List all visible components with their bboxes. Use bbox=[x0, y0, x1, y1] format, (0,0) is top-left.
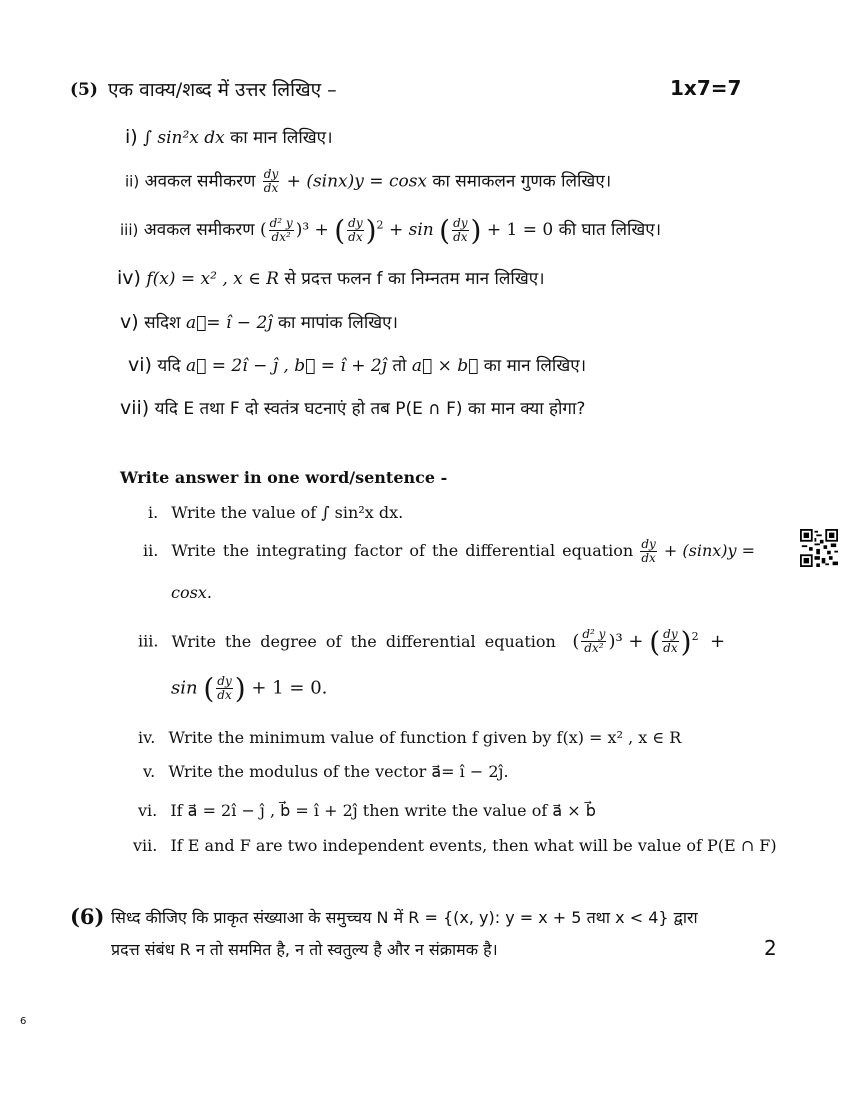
math-expression: a⃗ = 2î − ĵ , b⃗ = î + 2ĵ bbox=[186, 356, 387, 376]
hindi-item-vii bbox=[120, 396, 585, 419]
page-number: 6 bbox=[20, 1016, 27, 1027]
marks-label: 2 bbox=[764, 936, 777, 960]
item-number: ii. bbox=[143, 541, 159, 560]
item-number: iii. bbox=[138, 631, 159, 651]
question-6-line-2: प्रदत्त संबंध R न तो सममित है, न तो स्वतुल्य है और न संक्रामक है। bbox=[111, 940, 498, 959]
math-expression: ( $\frac{\text{d² y}}{\text{dx²}}$ )³ + ( $\frac{dy}{dx}$ )$^2$ + sin ( $\frac{dy}{dx}$ ) + 1 = 0 bbox=[259, 214, 554, 247]
item-number: v. bbox=[143, 762, 156, 781]
item-number: v) bbox=[120, 311, 139, 333]
question-number: (6) bbox=[70, 904, 105, 929]
math-tail: + 1 = 0. bbox=[251, 677, 328, 699]
fraction-dy-dx: $\frac{dy}{dx}$ bbox=[641, 537, 656, 565]
math-expression: f(x) = x² , x ∈ R bbox=[146, 269, 279, 289]
item-mid: तो bbox=[392, 356, 407, 376]
question-title: एक वाक्य/शब्द में उत्तर लिखिए – bbox=[108, 79, 337, 101]
qr-code-image bbox=[800, 528, 838, 568]
item-number: iv) bbox=[117, 267, 141, 289]
math-expression: + (sinx)y = bbox=[663, 541, 756, 560]
item-text: का मापांक लिखिए। bbox=[277, 313, 398, 333]
hindi-item-ii bbox=[125, 168, 611, 195]
english-item-ii-cont: cosx. bbox=[171, 583, 212, 602]
item-number: vi) bbox=[128, 354, 152, 376]
hindi-item-vi bbox=[128, 353, 586, 376]
item-text: If a⃗ = 2î − ĵ , b⃗ = î + 2ĵ then write the value of a⃗ × b⃗ bbox=[170, 801, 596, 820]
item-number: vii. bbox=[133, 836, 158, 855]
item-text: If E and F are two independent events, then what will be value of P(E ∩ F) bbox=[170, 836, 777, 855]
hindi-item-v bbox=[120, 310, 398, 333]
item-number: iv. bbox=[138, 728, 156, 747]
item-text: Write the degree of the differential equation bbox=[171, 631, 556, 651]
english-item-ii bbox=[143, 538, 755, 565]
fraction-dy-dx: $\frac{dy}{dx}$ bbox=[263, 167, 279, 195]
question-number: (5) bbox=[70, 80, 98, 100]
english-item-iv bbox=[138, 728, 681, 747]
math-expression: + (sinx)y = cosx bbox=[286, 171, 428, 192]
item-lead: अवकल समीकरण bbox=[144, 171, 256, 192]
english-item-vii bbox=[133, 836, 777, 855]
math-expression: ( $\frac{\text{d² y}}{\text{dx²}}$ )³ + ( $\frac{dy}{dx}$ )$^2$ + bbox=[560, 625, 726, 658]
marks-label: 1x7=7 bbox=[670, 76, 742, 100]
item-text: से प्रदत्त फलन f का निम्नतम मान लिखिए। bbox=[284, 269, 545, 289]
item-number: vii) bbox=[120, 397, 150, 419]
question-6-line-1: सिध्द कीजिए कि प्राकृत संख्याआ के समुच्चय N में R = {(x, y): y = x + 5 तथा x < 4} द्वारा bbox=[111, 908, 698, 927]
item-number: i) bbox=[125, 126, 138, 148]
item-text: की घात लिखिए। bbox=[558, 220, 662, 240]
math-expression: a⃗= î − 2ĵ bbox=[185, 313, 273, 333]
item-text: Write the minimum value of function f given by f(x) = x² , x ∈ R bbox=[168, 728, 682, 747]
item-number: ii) bbox=[125, 172, 140, 191]
hindi-item-i bbox=[125, 125, 333, 148]
item-text: Write the modulus of the vector a⃗= î − 2ĵ. bbox=[168, 762, 509, 781]
english-heading: Write answer in one word/sentence - bbox=[120, 468, 448, 487]
item-text: का मान लिखिए। bbox=[230, 128, 333, 148]
english-item-i bbox=[148, 503, 403, 522]
item-number: vi. bbox=[138, 801, 158, 820]
english-item-iii bbox=[138, 625, 725, 658]
english-item-v bbox=[143, 762, 509, 781]
english-item-iii-cont: sin ( $\frac{dy}{dx}$ ) + 1 = 0. bbox=[171, 672, 328, 705]
math-expression: ∫ sin²x dx bbox=[143, 128, 225, 148]
hindi-item-iii bbox=[120, 214, 661, 247]
item-text: Write the integrating factor of the differential equation bbox=[171, 541, 634, 560]
math-expression-2: a⃗ × b⃗ bbox=[411, 356, 479, 376]
item-number: iii) bbox=[120, 221, 139, 239]
item-lead: सदिश bbox=[144, 313, 181, 333]
item-text: का समाकलन गुणक लिखिए। bbox=[432, 171, 612, 192]
item-number: i. bbox=[148, 503, 159, 522]
english-item-vi bbox=[138, 801, 596, 820]
item-lead: अवकल समीकरण bbox=[143, 220, 255, 240]
item-text: यदि E तथा F दो स्वतंत्र घटनाएं हो तब P(E ∩ F) का मान क्या होगा? bbox=[154, 399, 586, 419]
item-text: का मान लिखिए। bbox=[483, 356, 587, 376]
item-lead: यदि bbox=[157, 356, 181, 376]
item-text: Write the value of ∫ sin²x dx. bbox=[171, 503, 404, 522]
hindi-item-iv bbox=[117, 266, 545, 289]
